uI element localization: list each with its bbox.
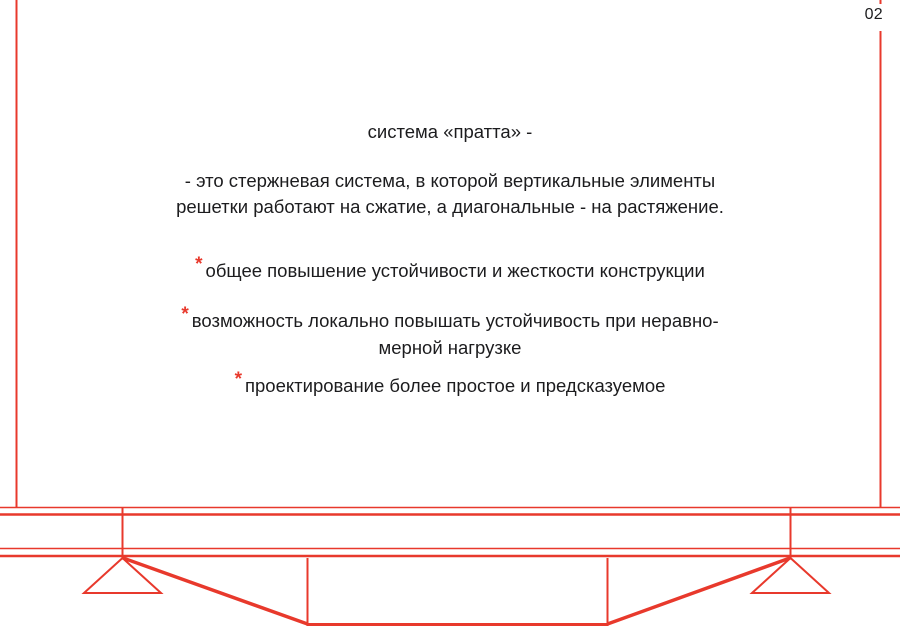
right-support-triangle (752, 558, 829, 593)
right-diagonal-member (608, 558, 791, 624)
bullet-line (0, 369, 900, 400)
asterisk-marker: * (195, 254, 203, 275)
bullet-item (0, 369, 900, 400)
definition-paragraph (0, 168, 900, 220)
bullet-line (0, 304, 900, 335)
definition-line: - это стержневая система, в которой вертикальные элименты (184, 170, 716, 191)
bullet-line (0, 254, 900, 285)
page-number: 02 (864, 6, 883, 23)
bullet-item (0, 254, 900, 285)
left-diagonal-member (123, 558, 308, 624)
definition-line: решетки работают на сжатие, а диагональные - на растяжение. (176, 196, 724, 217)
asterisk-marker: * (234, 369, 242, 390)
bullet-line: мерной нагрузке (378, 337, 522, 358)
bullet-item (0, 304, 900, 361)
slide-title: система «пратта» - (367, 121, 533, 142)
left-support-triangle (84, 558, 161, 593)
bullet-text: возможность локально повышать устойчивость при неравно- (191, 310, 719, 331)
asterisk-marker: * (181, 304, 189, 325)
bullet-text: общее повышение устойчивости и жесткости конструкции (205, 260, 705, 281)
bullet-text: проектирование более простое и предсказуемое (244, 375, 666, 396)
